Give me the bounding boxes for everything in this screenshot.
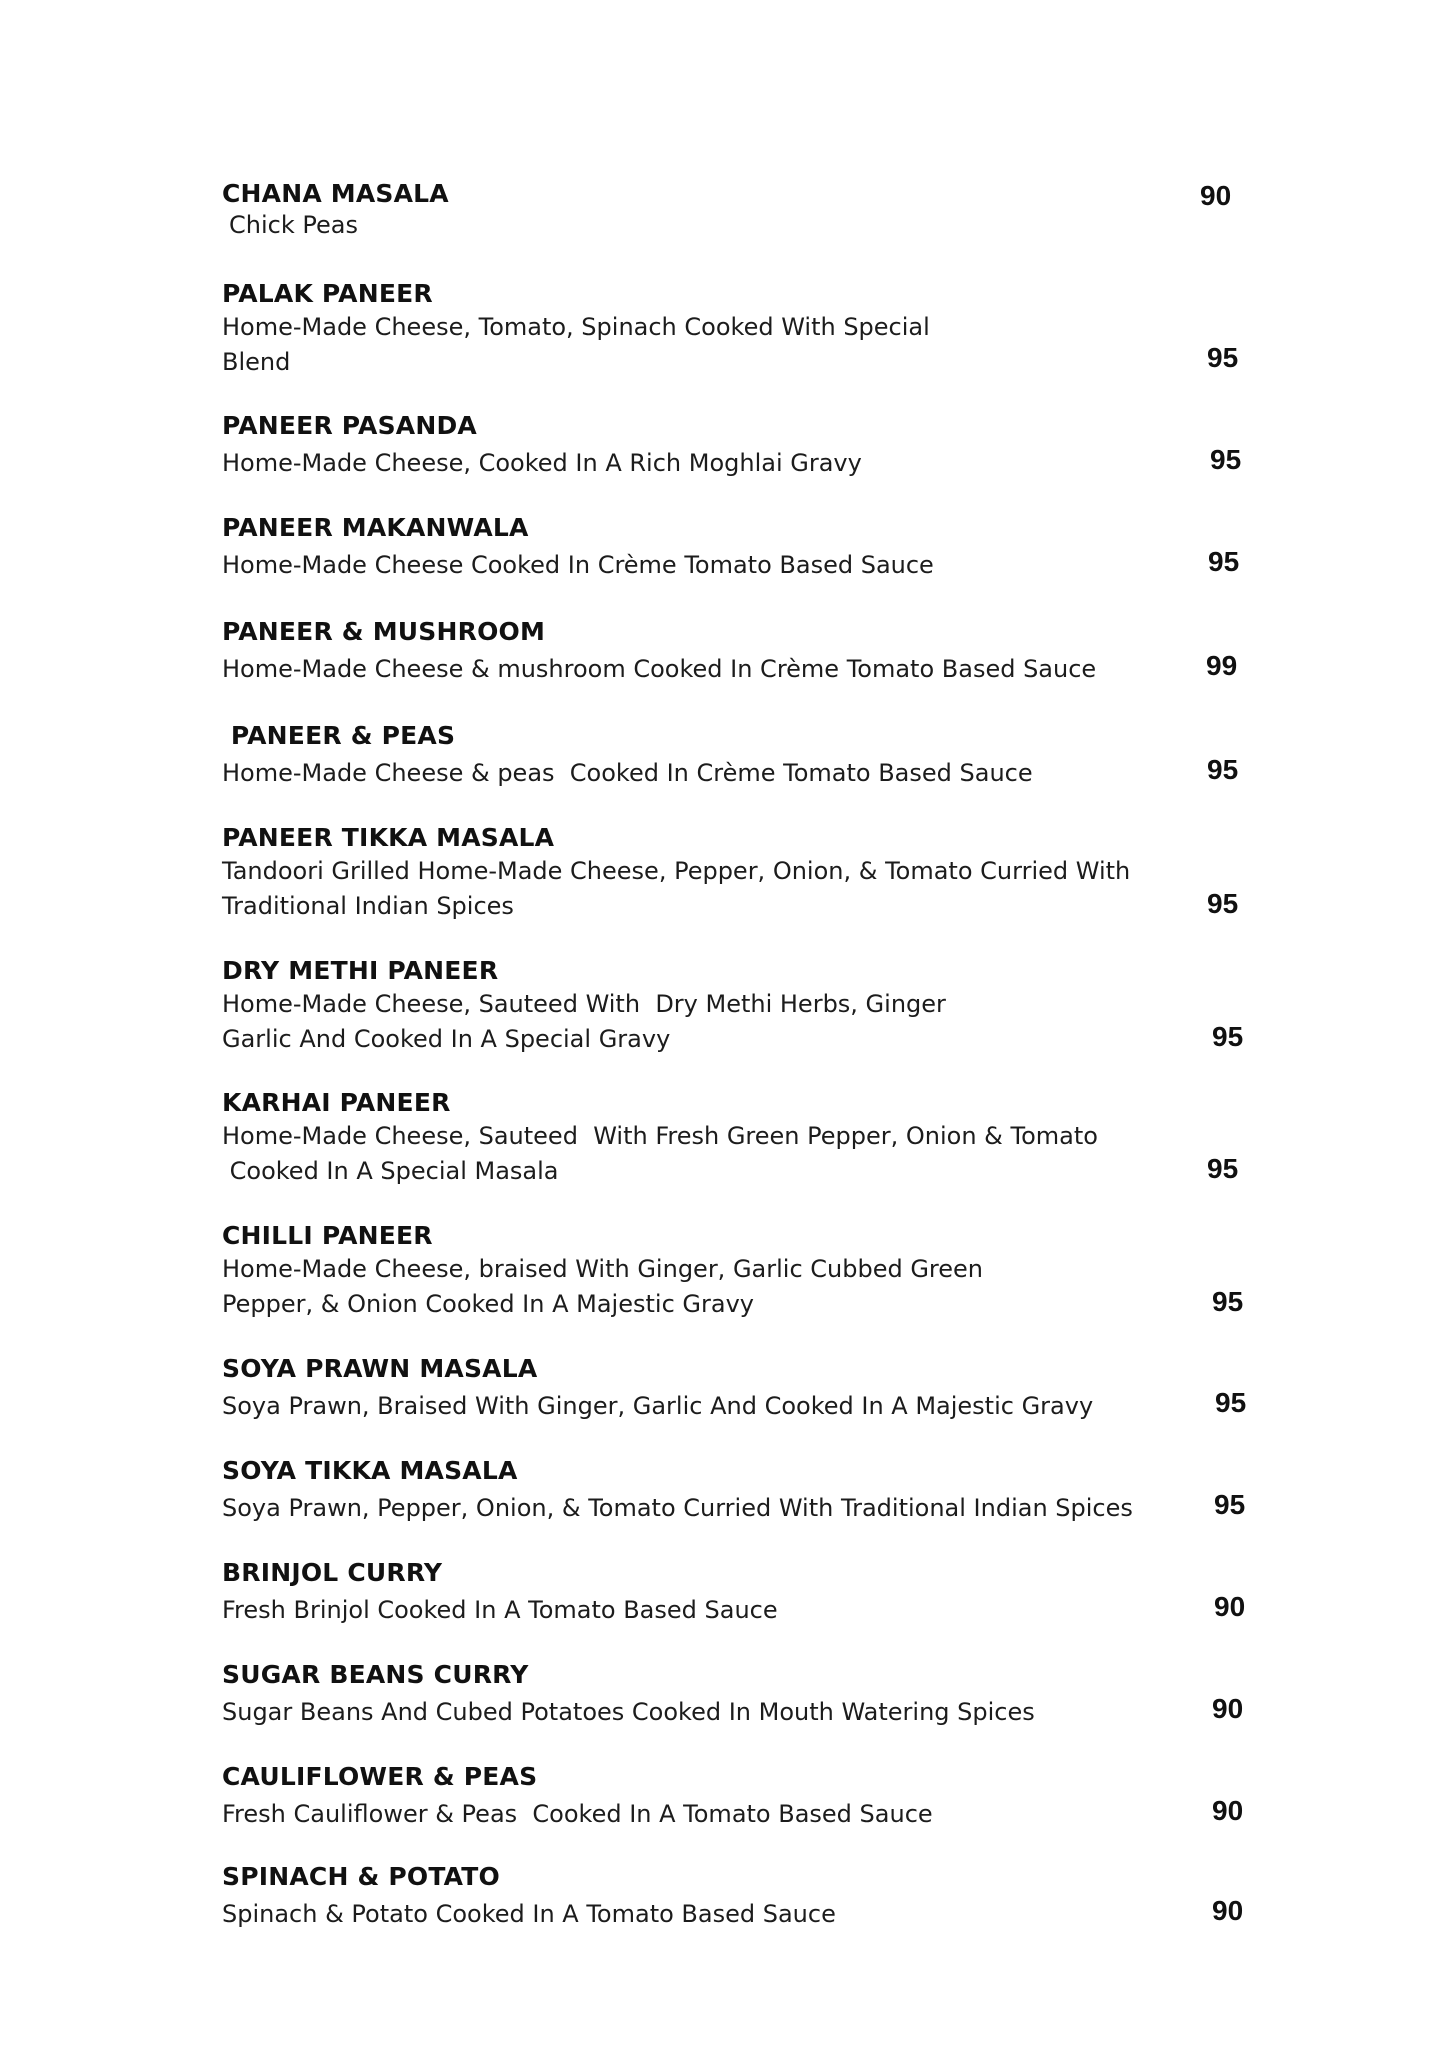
menu-item-dry-methi-paneer [222, 955, 1252, 1057]
description-line: Home-Made Cheese Cooked In Crème Tomato Based Sauce [222, 551, 934, 579]
item-description [222, 1695, 1252, 1730]
item-name: KARHAI PANEER [222, 1088, 451, 1117]
item-name: PANEER PASANDA [222, 411, 477, 440]
description-line: Sugar Beans And Cubed Potatoes Cooked In Mouth Watering Spices [222, 1698, 1035, 1726]
item-price: 95 [1212, 1021, 1244, 1052]
item-name: PANEER MAKANWALA [222, 513, 529, 542]
menu-item-paneer-peas [222, 720, 1252, 791]
menu-item-brinjol-curry [222, 1557, 1252, 1628]
item-price: 95 [1207, 342, 1239, 373]
item-name: BRINJOL CURRY [222, 1558, 443, 1587]
description-line: Spinach & Potato Cooked In A Tomato Based Sauce [222, 1900, 836, 1928]
menu-item-paneer-pasanda [222, 410, 1252, 481]
description-line: Pepper, & Onion Cooked In A Majestic Gravy [222, 1290, 754, 1318]
menu-item-chana-masala [222, 178, 1252, 240]
item-description [222, 310, 1252, 380]
item-name: SPINACH & POTATO [222, 1862, 500, 1891]
item-name: CAULIFLOWER & PEAS [222, 1762, 538, 1791]
item-price: 90 [1212, 1693, 1244, 1724]
menu-item-paneer-makanwala [222, 512, 1252, 583]
menu-item-karhai-paneer [222, 1087, 1252, 1189]
menu-item-sugar-beans-curry [222, 1659, 1252, 1730]
item-price: 95 [1215, 1387, 1247, 1418]
item-name: PANEER & PEAS [222, 721, 456, 750]
menu-item-chilli-paneer [222, 1220, 1252, 1322]
item-description [222, 854, 1252, 924]
item-description [222, 756, 1252, 791]
item-name: SOYA TIKKA MASALA [222, 1456, 518, 1485]
menu-item-palak-paneer [222, 278, 1252, 380]
item-description [222, 1252, 1252, 1322]
item-description [222, 652, 1252, 687]
description-line: Chick Peas [229, 211, 358, 239]
description-line: Home-Made Cheese, Sauteed With Fresh Green Pepper, Onion & Tomato [222, 1122, 1098, 1150]
description-line: Home-Made Cheese, Tomato, Spinach Cooked With Special [222, 313, 930, 341]
description-line: Home-Made Cheese, braised With Ginger, Garlic Cubbed Green [222, 1255, 984, 1283]
menu-item-spinach-potato [222, 1861, 1252, 1932]
item-price: 95 [1210, 444, 1242, 475]
description-line: Soya Prawn, Braised With Ginger, Garlic And Cooked In A Majestic Gravy [222, 1392, 1094, 1420]
item-price: 95 [1208, 546, 1240, 577]
description-line: Fresh Brinjol Cooked In A Tomato Based Sauce [222, 1596, 778, 1624]
item-price: 95 [1207, 1153, 1239, 1184]
item-description [222, 548, 1252, 583]
description-line: Home-Made Cheese, Cooked In A Rich Moghlai Gravy [222, 449, 862, 477]
item-price: 90 [1212, 1795, 1244, 1826]
description-line: Tandoori Grilled Home-Made Cheese, Pepper, Onion, & Tomato Curried With [222, 857, 1131, 885]
item-name: PANEER & MUSHROOM [222, 617, 546, 646]
item-description [222, 210, 1252, 240]
description-line: Garlic And Cooked In A Special Gravy [222, 1025, 671, 1053]
menu-item-paneer-tikka-masala [222, 822, 1252, 924]
item-description [222, 1797, 1252, 1832]
menu-item-paneer-mushroom [222, 616, 1252, 687]
item-name: DRY METHI PANEER [222, 956, 499, 985]
item-name: SOYA PRAWN MASALA [222, 1354, 538, 1383]
item-name: CHILLI PANEER [222, 1221, 433, 1250]
item-description [222, 1389, 1252, 1424]
item-name: PALAK PANEER [222, 279, 433, 308]
item-description [222, 987, 1252, 1057]
item-price: 95 [1214, 1489, 1246, 1520]
item-name: CHANA MASALA [222, 179, 449, 208]
item-description [222, 1119, 1252, 1189]
menu-item-cauliflower-peas [222, 1761, 1252, 1832]
item-price: 99 [1206, 650, 1238, 681]
item-description [222, 446, 1252, 481]
description-line: Fresh Cauliflower & Peas Cooked In A Tomato Based Sauce [222, 1800, 933, 1828]
description-line: Blend [222, 348, 291, 376]
description-line: Traditional Indian Spices [222, 892, 514, 920]
item-price: 90 [1212, 1895, 1244, 1926]
description-line: Home-Made Cheese & peas Cooked In Crème Tomato Based Sauce [222, 759, 1033, 787]
item-price: 95 [1212, 1286, 1244, 1317]
item-description [222, 1593, 1252, 1628]
item-description [222, 1897, 1252, 1932]
description-line: Home-Made Cheese & mushroom Cooked In Crème Tomato Based Sauce [222, 655, 1097, 683]
item-price: 95 [1207, 754, 1239, 785]
item-name: SUGAR BEANS CURRY [222, 1660, 529, 1689]
item-name: PANEER TIKKA MASALA [222, 823, 555, 852]
item-description [222, 1491, 1252, 1526]
item-price: 90 [1214, 1591, 1246, 1622]
item-price: 90 [1200, 180, 1232, 211]
description-line: Soya Prawn, Pepper, Onion, & Tomato Curried With Traditional Indian Spices [222, 1494, 1133, 1522]
description-line: Home-Made Cheese, Sauteed With Dry Methi Herbs, Ginger [222, 990, 946, 1018]
item-price: 95 [1207, 888, 1239, 919]
menu-item-soya-tikka-masala [222, 1455, 1252, 1526]
menu-item-soya-prawn-masala [222, 1353, 1252, 1424]
description-line: Cooked In A Special Masala [222, 1157, 559, 1185]
